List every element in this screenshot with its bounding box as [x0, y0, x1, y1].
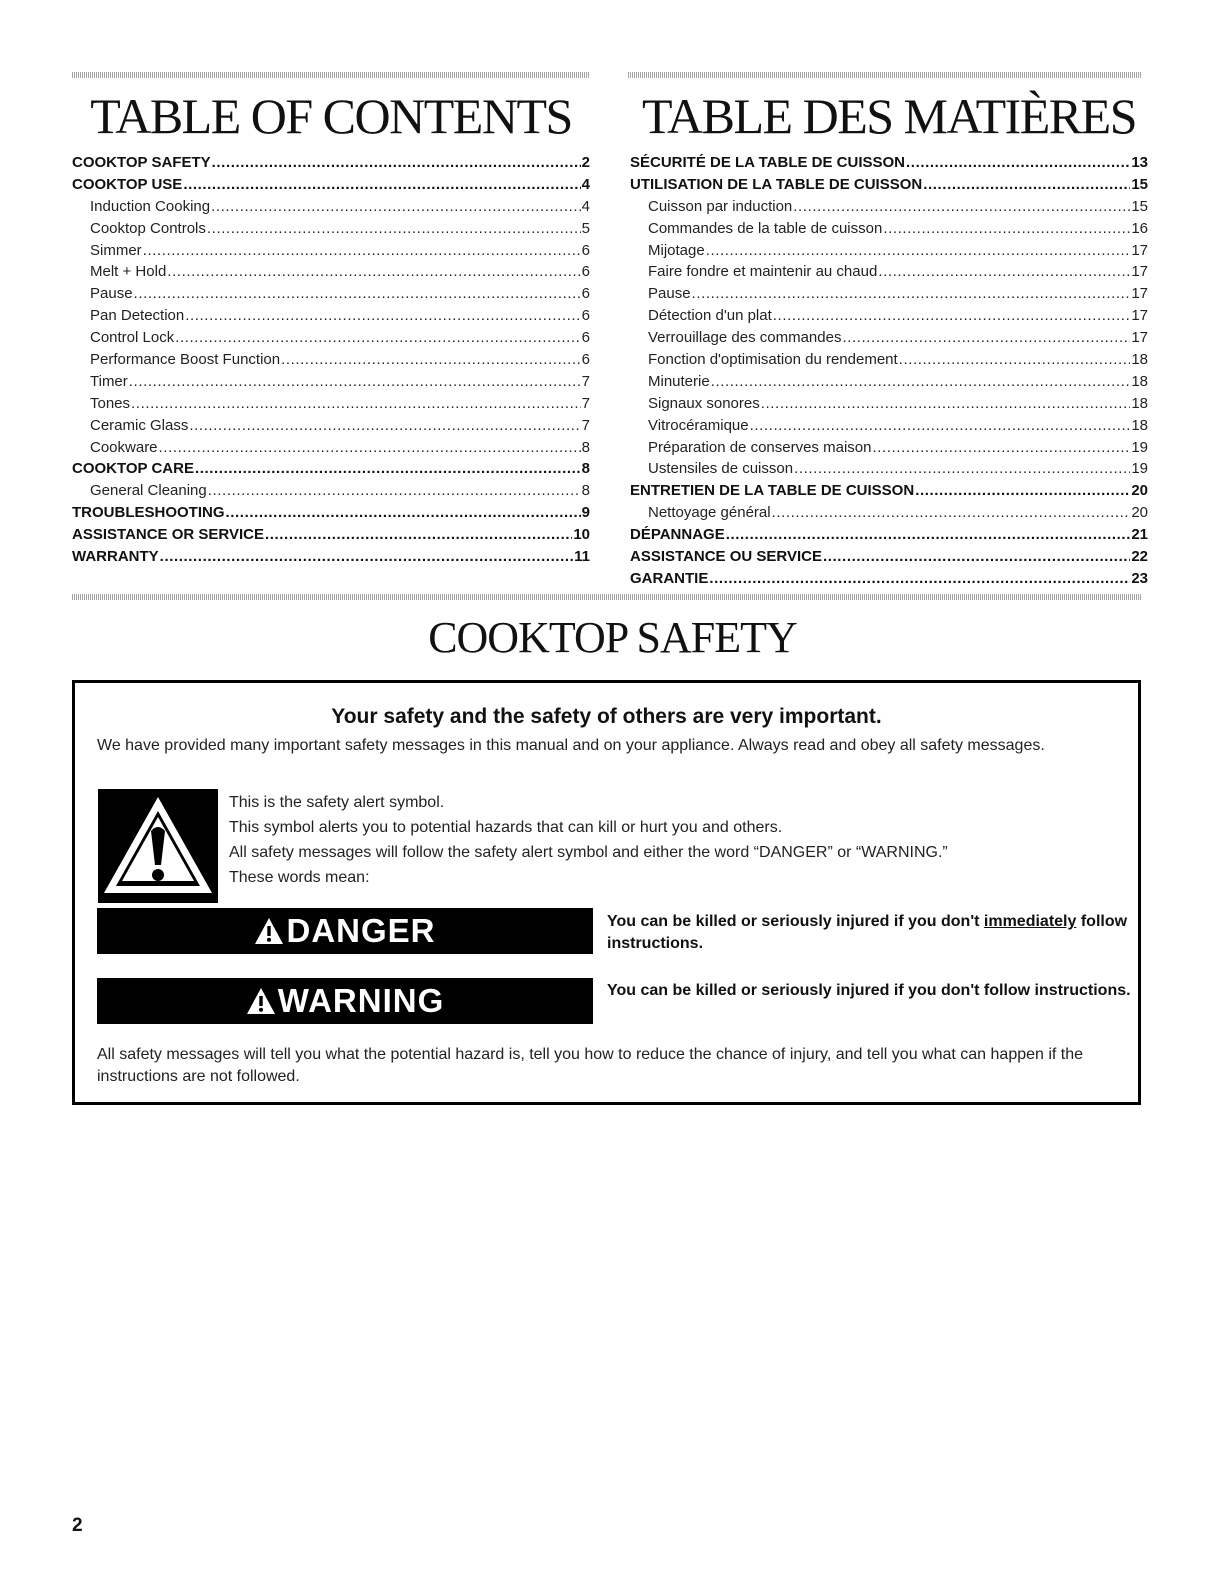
toc-entry-page: 6 [581, 329, 590, 347]
mid-rule [72, 594, 1142, 600]
toc-entry [72, 307, 590, 329]
alert-symbol-description [229, 793, 1109, 893]
danger-signal-bar [97, 908, 593, 954]
toc-entry [72, 351, 590, 373]
toc-entry [630, 198, 1148, 220]
toc-entry-label: TROUBLESHOOTING [72, 504, 225, 522]
toc-entry-page: 6 [581, 351, 590, 369]
toc-entry-label: Performance Boost Function [90, 351, 281, 369]
toc-entry-page: 11 [574, 548, 590, 566]
toc-entry-label: Cookware [90, 438, 158, 456]
toc-entry [72, 373, 590, 395]
toc-entry [630, 242, 1148, 264]
table-of-contents-fr [630, 74, 1148, 592]
toc-leader-dots [207, 220, 581, 237]
toc-entry-label: Melt + Hold [90, 263, 167, 281]
toc-entry-page: 2 [581, 154, 590, 171]
toc-entry [72, 395, 590, 417]
toc-entry-label: WARRANTY [72, 548, 159, 566]
toc-leader-dots [129, 373, 581, 390]
toc-entry-page: 5 [581, 219, 590, 237]
danger-text-before: You can be killed or seriously injured if you don't [607, 913, 984, 930]
toc-entry [72, 439, 590, 461]
alert-line-3: All safety messages will follow the safety alert symbol and either the word “DANGER” or “WARNING.” [229, 844, 948, 861]
toc-leader-dots [793, 198, 1130, 215]
toc-entry-page: 15 [1131, 197, 1148, 215]
toc-entry-page: 15 [1131, 175, 1148, 193]
toc-leader-dots [692, 285, 1131, 302]
toc-leader-dots [794, 460, 1130, 477]
toc-entry-page: 18 [1131, 394, 1148, 412]
toc-entry [630, 482, 1148, 504]
toc-leader-dots [878, 263, 1130, 280]
toc-entry-label: General Cleaning [90, 482, 207, 500]
danger-label: DANGER [286, 912, 436, 949]
toc-entry [630, 154, 1148, 176]
toc-entry-label: ENTRETIEN DE LA TABLE DE CUISSON [630, 482, 915, 500]
safety-box [72, 680, 1141, 1105]
toc-leader-dots [189, 417, 580, 434]
toc-entry-page: 16 [1131, 219, 1148, 237]
toc-leader-dots [872, 439, 1130, 456]
toc-entry-label: COOKTOP CARE [72, 460, 194, 478]
toc-entry-label: Vitrocéramique [648, 416, 749, 434]
toc-leader-dots [159, 439, 581, 456]
toc-entry-label: Faire fondre et maintenir au chaud [648, 263, 878, 281]
toc-entry [630, 417, 1148, 439]
toc-entry [72, 242, 590, 264]
toc-leader-dots [185, 307, 580, 324]
toc-entry-page: 20 [1131, 482, 1148, 500]
toc-leader-dots [906, 154, 1130, 171]
toc-entry-label: ASSISTANCE OU SERVICE [630, 548, 822, 566]
toc-leader-dots [143, 242, 581, 259]
toc-list-fr [630, 154, 1148, 592]
toc-entry-page: 19 [1131, 438, 1148, 456]
warning-alert-icon [246, 987, 276, 1015]
toc-leader-dots [160, 548, 573, 565]
toc-entry [630, 329, 1148, 351]
toc-entry-page: 9 [581, 504, 590, 522]
toc-entry [630, 570, 1148, 592]
toc-leader-dots [899, 351, 1131, 368]
toc-entry-page: 7 [581, 394, 590, 412]
toc-entry-label: ASSISTANCE OR SERVICE [72, 526, 264, 544]
toc-entry-page: 21 [1131, 526, 1148, 544]
toc-entry-label: Pan Detection [90, 307, 185, 325]
toc-entry [630, 285, 1148, 307]
section-title: COOKTOP SAFETY [428, 613, 797, 662]
warning-meaning: You can be killed or seriously injured if you don't follow instructions. [607, 982, 1131, 999]
toc-entry-page: 18 [1131, 372, 1148, 390]
toc-entry-page: 18 [1131, 351, 1148, 369]
toc-entry-page: 8 [581, 438, 590, 456]
toc-entry [72, 460, 590, 482]
toc-entry-page: 17 [1131, 307, 1148, 325]
toc-entry-label: DÉPANNAGE [630, 526, 725, 544]
toc-entry-page: 13 [1131, 154, 1148, 171]
toc-entry-label: Fonction d'optimisation du rendement [648, 351, 898, 369]
toc-leader-dots [726, 526, 1131, 543]
toc-entry [630, 504, 1148, 526]
toc-entry-label: Pause [90, 285, 133, 303]
toc-entry [630, 220, 1148, 242]
toc-entry-page: 20 [1131, 504, 1148, 522]
toc-entry-page: 17 [1131, 263, 1148, 281]
toc-entry [72, 285, 590, 307]
toc-entry [72, 154, 590, 176]
toc-leader-dots [183, 176, 580, 193]
toc-entry-page: 17 [1131, 285, 1148, 303]
page-number: 2 [72, 1515, 83, 1536]
toc-entry-page: 19 [1131, 460, 1148, 478]
toc-entry [72, 198, 590, 220]
toc-entry [630, 548, 1148, 570]
toc-entry [72, 329, 590, 351]
toc-leader-dots [195, 460, 581, 477]
toc-entry-label: Ustensiles de cuisson [648, 460, 794, 478]
toc-leader-dots [823, 548, 1130, 565]
toc-leader-dots [883, 220, 1130, 237]
toc-entry-page: 17 [1131, 329, 1148, 347]
toc-entry-page: 23 [1131, 569, 1148, 587]
toc-list-en [72, 154, 590, 570]
toc-entry-label: Signaux sonores [648, 394, 760, 412]
danger-meaning [607, 911, 1137, 955]
toc-entry-label: Préparation de conserves maison [648, 438, 872, 456]
toc-entry-page: 4 [581, 175, 590, 193]
toc-entry [72, 548, 590, 570]
toc-entry-label: Verrouillage des commandes [648, 329, 842, 347]
safety-heading: Your safety and the safety of others are very important. [331, 705, 882, 728]
toc-entry-label: Simmer [90, 241, 142, 259]
toc-entry-page: 6 [581, 263, 590, 281]
toc-entry [630, 176, 1148, 198]
toc-leader-dots [706, 242, 1131, 259]
toc-entry-label: GARANTIE [630, 569, 709, 587]
table-of-contents-en [72, 74, 590, 570]
toc-entry-page: 18 [1131, 416, 1148, 434]
toc-entry [72, 482, 590, 504]
toc-entry-page: 6 [581, 285, 590, 303]
toc-title-fr: TABLE DES MATIÈRES [642, 88, 1136, 144]
toc-leader-dots [226, 504, 581, 521]
toc-leader-dots [923, 176, 1130, 193]
toc-entry [630, 373, 1148, 395]
danger-alert-icon [254, 917, 284, 945]
toc-leader-dots [134, 285, 581, 302]
alert-line-1: This is the safety alert symbol. [229, 794, 445, 811]
safety-alert-triangle-icon [98, 789, 218, 903]
toc-entry [72, 220, 590, 242]
toc-leader-dots [212, 154, 581, 171]
toc-entry-page: 6 [581, 241, 590, 259]
toc-entry-page: 6 [581, 307, 590, 325]
toc-entry-page: 22 [1131, 548, 1148, 566]
toc-entry-label: Timer [90, 372, 128, 390]
toc-leader-dots [711, 373, 1131, 390]
toc-entry [72, 417, 590, 439]
safety-intro: We have provided many important safety messages in this manual and on your appliance. Always read and obey all safety messages. [97, 737, 1045, 754]
toc-leader-dots [175, 329, 580, 346]
danger-text-after: follow instructions. [607, 913, 1128, 952]
toc-entry-page: 10 [573, 526, 590, 544]
toc-entry [630, 351, 1148, 373]
alert-line-2: This symbol alerts you to potential hazards that can kill or hurt you and others. [229, 819, 783, 836]
toc-entry-label: Ceramic Glass [90, 416, 189, 434]
safety-footer: All safety messages will tell you what the potential hazard is, tell you how to reduce the chance of injury, and tell you what can happen if the instructions are not followed. [97, 1046, 1084, 1085]
toc-entry-page: 7 [581, 372, 590, 390]
toc-entry-label: Cuisson par induction [648, 197, 793, 215]
toc-leader-dots [709, 570, 1130, 587]
toc-entry [72, 176, 590, 198]
alert-line-4: These words mean: [229, 869, 370, 886]
toc-entry-label: UTILISATION DE LA TABLE DE CUISSON [630, 175, 923, 193]
toc-entry-page: 8 [581, 482, 590, 500]
toc-leader-dots [773, 307, 1131, 324]
toc-leader-dots [761, 395, 1131, 412]
toc-entry-label: Pause [648, 285, 691, 303]
toc-leader-dots [842, 329, 1130, 346]
toc-entry-label: COOKTOP USE [72, 175, 183, 193]
toc-entry-page: 7 [581, 416, 590, 434]
toc-entry [630, 460, 1148, 482]
toc-entry [630, 307, 1148, 329]
toc-entry-label: Nettoyage général [648, 504, 771, 522]
toc-entry-label: Commandes de la table de cuisson [648, 219, 883, 237]
toc-leader-dots [772, 504, 1131, 521]
toc-leader-dots [208, 482, 581, 499]
toc-entry-label: Tones [90, 394, 131, 412]
toc-entry [72, 504, 590, 526]
toc-entry-label: Mijotage [648, 241, 705, 259]
danger-text-emphasis: immediately [983, 913, 1077, 930]
toc-leader-dots [265, 526, 572, 543]
toc-entry [630, 395, 1148, 417]
toc-entry-label: SÉCURITÉ DE LA TABLE DE CUISSON [630, 154, 906, 171]
toc-leader-dots [211, 198, 581, 215]
toc-entry [72, 526, 590, 548]
toc-leader-dots [131, 395, 581, 412]
toc-entry-label: COOKTOP SAFETY [72, 154, 211, 171]
toc-entry-page: 17 [1131, 241, 1148, 259]
toc-leader-dots [915, 482, 1130, 499]
toc-leader-dots [750, 417, 1131, 434]
toc-leader-dots [281, 351, 581, 368]
toc-entry [630, 263, 1148, 285]
toc-entry-page: 4 [581, 197, 590, 215]
toc-entry-label: Induction Cooking [90, 197, 211, 215]
toc-title-en: TABLE OF CONTENTS [90, 88, 572, 144]
toc-entry [630, 526, 1148, 548]
toc-entry-label: Détection d'un plat [648, 307, 772, 325]
warning-signal-bar [97, 978, 593, 1024]
toc-entry [72, 263, 590, 285]
toc-leader-dots [167, 263, 580, 280]
toc-entry-label: Cooktop Controls [90, 219, 206, 237]
warning-label: WARNING [277, 982, 445, 1019]
toc-entry-page: 8 [581, 460, 590, 478]
toc-entry-label: Control Lock [90, 329, 175, 347]
toc-entry-label: Minuterie [648, 372, 710, 390]
toc-entry [630, 439, 1148, 461]
